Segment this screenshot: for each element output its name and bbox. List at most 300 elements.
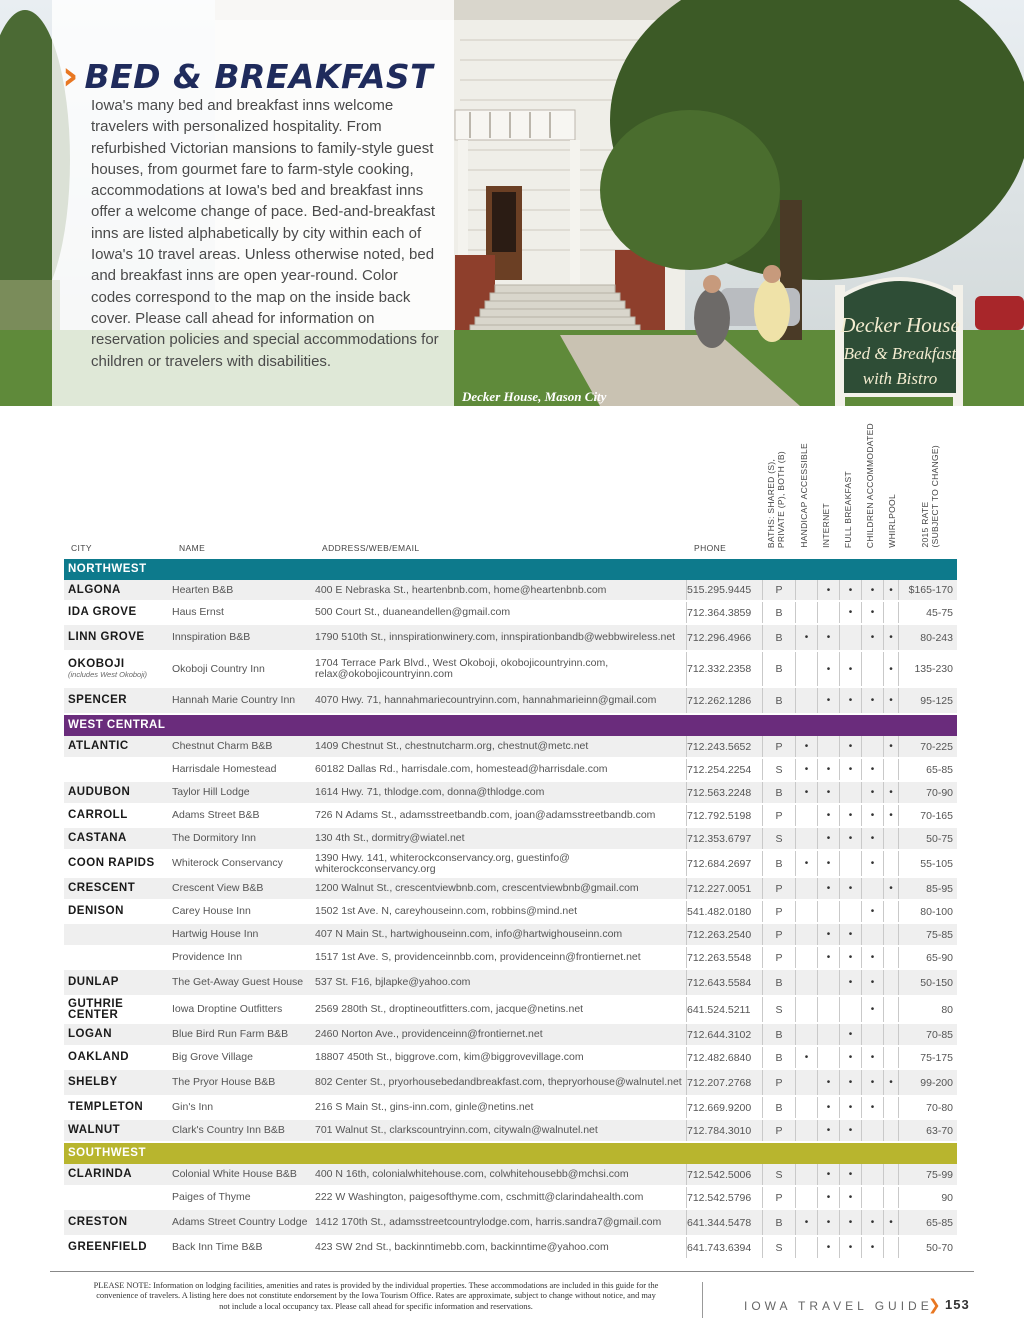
cell-whirlpool [883, 602, 898, 623]
cell-name [172, 901, 310, 922]
cell-children [861, 652, 883, 686]
cell-breakfast [839, 805, 861, 826]
cell-baths [762, 1070, 795, 1095]
cell-name-text: Okoboji Country Inn [172, 662, 265, 675]
bullet-icon: • [848, 977, 853, 988]
cell-handicap [795, 1070, 817, 1095]
cell-city [68, 997, 168, 1022]
cell-handicap [795, 736, 817, 757]
header-baths-line-1: BATHS: SHARED (S), [766, 458, 776, 548]
cell-handicap [795, 901, 817, 922]
cell-city [68, 901, 168, 922]
cell-name [172, 1210, 310, 1235]
cell-address-text: 400 E Nebraska St., heartenbnb.com, home@heartenbnb.com [315, 583, 607, 596]
cell-name [172, 851, 310, 876]
cell-city [68, 652, 168, 686]
bullet-icon: • [848, 952, 853, 963]
cell-rate-text: 65-90 [926, 951, 953, 964]
cell-children [861, 1024, 883, 1045]
cell-children [861, 688, 883, 713]
cell-rate-text: 65-85 [926, 763, 953, 776]
cell-baths [762, 1210, 795, 1235]
cell-rate [898, 625, 957, 650]
cell-handicap [795, 851, 817, 876]
bullet-icon: • [889, 787, 893, 798]
cell-breakfast [839, 1047, 861, 1068]
cell-breakfast [839, 1187, 861, 1208]
cell-phone [686, 782, 762, 803]
cell-phone [686, 1120, 762, 1141]
city-name: LINN GROVE [68, 631, 145, 643]
cell-children [861, 828, 883, 849]
page-number: 153 [945, 1297, 970, 1312]
cell-children [861, 901, 883, 922]
baths-code: P [775, 905, 783, 918]
cell-internet [817, 924, 839, 945]
cell-name-text: The Get-Away Guest House [172, 976, 304, 988]
cell-name [172, 736, 310, 757]
header-city: CITY [71, 543, 92, 553]
cell-address [315, 1120, 685, 1141]
cell-phone-text: 712.364.3859 [687, 606, 752, 619]
cell-phone [686, 947, 762, 968]
cell-name-text: The Dormitory Inn [172, 832, 257, 844]
cell-address-text: 701 Walnut St., clarkscountryinn.com, citywaln@walnutel.net [315, 1124, 598, 1136]
cell-phone [686, 1210, 762, 1235]
cell-city [68, 805, 168, 826]
cell-children [861, 997, 883, 1022]
cell-rate [898, 997, 957, 1022]
cell-rate [898, 828, 957, 849]
cell-name [172, 759, 310, 780]
cell-city [68, 736, 168, 757]
cell-rate [898, 1047, 957, 1068]
bullet-icon: • [870, 906, 875, 917]
bullet-icon: • [870, 632, 875, 643]
table-row [64, 1097, 957, 1120]
bullet-icon: • [826, 1077, 831, 1088]
cell-address [315, 625, 685, 650]
cell-name-text: Harrisdale Homestead [172, 763, 277, 775]
table-row [64, 924, 957, 947]
cell-baths [762, 1024, 795, 1045]
cell-whirlpool [883, 759, 898, 780]
cell-name [172, 1187, 310, 1208]
cell-rate-text: 80 [941, 1003, 953, 1016]
cell-handicap [795, 997, 817, 1022]
cell-rate-text: 80-100 [920, 905, 953, 918]
baths-code: S [775, 832, 783, 845]
header-rate-line-2: (SUBJECT TO CHANGE) [930, 445, 940, 548]
bullet-icon: • [889, 695, 893, 706]
cell-handicap [795, 1237, 817, 1258]
cell-internet [817, 1187, 839, 1208]
bullet-icon: • [870, 1102, 875, 1113]
bullet-icon: • [848, 1192, 853, 1203]
bullet-icon: • [848, 1052, 853, 1063]
cell-address-text: 1502 1st Ave. N, careyhouseinn.com, robbins@mind.net [315, 905, 578, 917]
cell-internet [817, 782, 839, 803]
cell-phone [686, 924, 762, 945]
cell-name [172, 997, 310, 1022]
bullet-icon: • [848, 663, 853, 675]
cell-phone-text: 712.482.6840 [687, 1051, 752, 1064]
cell-children [861, 1070, 883, 1095]
city-name: TEMPLETON [68, 1101, 144, 1113]
cell-internet [817, 997, 839, 1022]
cell-phone-text: 712.792.5198 [687, 809, 752, 822]
cell-whirlpool [883, 688, 898, 713]
cell-address-text: 4070 Hwy. 71, hannahmariecountryinn.com, hannahmarieinn@gmail.com [315, 694, 657, 706]
cell-rate-text: 80-243 [920, 631, 953, 644]
cell-name [172, 652, 310, 686]
cell-rate-text: 135-230 [914, 663, 953, 675]
cell-breakfast [839, 970, 861, 995]
cell-address [315, 805, 685, 826]
cell-phone [686, 1047, 762, 1068]
header-baths-line-2: PRIVATE (P), BOTH (B) [776, 450, 786, 548]
cell-address [315, 1097, 685, 1118]
cell-children [861, 1210, 883, 1235]
footer-divider [702, 1282, 703, 1318]
cell-rate [898, 805, 957, 826]
cell-city [68, 1097, 168, 1118]
bullet-icon: • [870, 1052, 875, 1063]
header-children: CHILDREN ACCOMMODATED [865, 422, 875, 548]
cell-baths [762, 1237, 795, 1258]
city-name: ATLANTIC [68, 740, 129, 752]
header-handicap: HANDICAP ACCESSIBLE [799, 443, 809, 548]
region-header-west-central: WEST CENTRAL [64, 715, 957, 736]
cell-name-text: Clark's Country Inn B&B [172, 1124, 285, 1136]
cell-address [315, 947, 685, 968]
cell-whirlpool [883, 828, 898, 849]
cell-baths [762, 805, 795, 826]
cell-rate-text: 50-75 [926, 832, 953, 845]
bullet-icon: • [870, 607, 875, 618]
cell-internet [817, 1097, 839, 1118]
city-name: GREENFIELD [68, 1241, 148, 1253]
cell-children [861, 580, 883, 600]
cell-whirlpool [883, 652, 898, 686]
cell-rate [898, 878, 957, 899]
cell-phone-text: 712.644.3102 [687, 1028, 752, 1041]
cell-address [315, 1047, 685, 1068]
bullet-icon: • [848, 764, 853, 775]
baths-code: S [775, 1168, 783, 1181]
cell-name-text: Blue Bird Run Farm B&B [172, 1028, 289, 1040]
cell-handicap [795, 1120, 817, 1141]
table-row [64, 1047, 957, 1070]
cell-address [315, 580, 685, 600]
cell-whirlpool [883, 1024, 898, 1045]
bullet-icon: • [848, 833, 853, 844]
cell-children [861, 1120, 883, 1141]
cell-phone [686, 1187, 762, 1208]
cell-address-text: 216 S Main St., gins-inn.com, ginle@netins.net [315, 1101, 534, 1113]
cell-phone [686, 1097, 762, 1118]
sign-line-1: Decker House [840, 313, 960, 337]
cell-rate-text: 50-70 [926, 1241, 953, 1254]
cell-breakfast [839, 1164, 861, 1185]
cell-internet [817, 625, 839, 650]
cell-children [861, 805, 883, 826]
cell-internet [817, 1024, 839, 1045]
cell-phone-text: 712.332.2358 [687, 663, 752, 675]
cell-whirlpool [883, 1210, 898, 1235]
header-address: ADDRESS/WEB/EMAIL [322, 543, 420, 553]
city-name: ALGONA [68, 583, 121, 596]
cell-name-text: Haus Ernst [172, 606, 224, 618]
bullet-icon: • [826, 1242, 831, 1253]
cell-address-text: 1614 Hwy. 71, thlodge.com, donna@thlodge.com [315, 786, 545, 798]
cell-name-text: Crescent View B&B [172, 882, 264, 894]
cell-rate [898, 1210, 957, 1235]
table-row [64, 901, 957, 924]
cell-children [861, 970, 883, 995]
baths-code: B [775, 1101, 783, 1114]
bullet-icon: • [826, 833, 831, 844]
cell-rate [898, 970, 957, 995]
cell-internet [817, 878, 839, 899]
bullet-icon: • [826, 584, 831, 596]
table-row [64, 736, 957, 759]
sign-line-3: with Bistro [862, 369, 938, 388]
cell-breakfast [839, 947, 861, 968]
baths-code: P [775, 882, 783, 895]
table-row [64, 970, 957, 997]
cell-name-text: Taylor Hill Lodge [172, 786, 250, 798]
cell-handicap [795, 970, 817, 995]
cell-rate-text: 45-75 [926, 606, 953, 619]
city-name: DUNLAP [68, 976, 119, 988]
cell-breakfast [839, 901, 861, 922]
cell-phone [686, 878, 762, 899]
cell-address-text: 1409 Chestnut St., chestnutcharm.org, chestnut@metc.net [315, 740, 589, 752]
city-name: CARROLL [68, 809, 128, 821]
bullet-icon: • [804, 1052, 809, 1063]
cell-handicap [795, 1047, 817, 1068]
cell-phone [686, 805, 762, 826]
cell-internet [817, 1237, 839, 1258]
cell-address-text: 1412 170th St., adamsstreetcountrylodge.com, harris.sandra7@gmail.com [315, 1216, 662, 1228]
cell-internet [817, 1047, 839, 1068]
cell-handicap [795, 1164, 817, 1185]
cell-name-text: Big Grove Village [172, 1051, 253, 1063]
cell-phone [686, 828, 762, 849]
cell-rate [898, 652, 957, 686]
city-name: GUTHRIE CENTER [68, 997, 124, 1021]
cell-rate [898, 1237, 957, 1258]
cell-address [315, 688, 685, 713]
cell-phone-text: 712.542.5006 [687, 1168, 752, 1181]
baths-code: B [775, 694, 783, 707]
cell-address [315, 828, 685, 849]
cell-internet [817, 580, 839, 600]
bullet-icon: • [848, 607, 853, 618]
cell-whirlpool [883, 782, 898, 803]
bullet-icon: • [889, 810, 893, 821]
cell-rate-text: 70-85 [926, 1028, 953, 1041]
bullet-icon: • [848, 1242, 853, 1253]
baths-code: P [775, 951, 783, 964]
cell-city [68, 878, 168, 899]
bullet-icon: • [870, 1242, 875, 1253]
cell-baths [762, 924, 795, 945]
cell-internet [817, 901, 839, 922]
cell-name [172, 1024, 310, 1045]
table-row [64, 997, 957, 1024]
header-name: NAME [179, 543, 206, 553]
cell-address-text: 2569 280th St., droptineoutfitters.com, jacque@netins.net [315, 1003, 584, 1015]
cell-rate-text: $165-170 [908, 584, 953, 596]
cell-whirlpool [883, 625, 898, 650]
cell-name [172, 1237, 310, 1258]
city-name: OKOBOJI [68, 657, 125, 670]
cell-name-text: Adams Street Country Lodge [172, 1216, 308, 1228]
cell-whirlpool [883, 924, 898, 945]
bullet-icon: • [826, 1102, 831, 1113]
cell-name [172, 878, 310, 899]
cell-baths [762, 580, 795, 600]
sign-line-2: Bed & Breakfast [843, 344, 957, 363]
cell-address-text: 400 N 16th, colonialwhitehouse.com, colwhitehousebb@mchsi.com [315, 1168, 629, 1180]
cell-phone [686, 1237, 762, 1258]
city-name: OAKLAND [68, 1051, 129, 1063]
cell-address [315, 602, 685, 623]
cell-breakfast [839, 1210, 861, 1235]
bullet-icon: • [804, 787, 809, 798]
city-name: LOGAN [68, 1028, 113, 1040]
region-header-southwest: SOUTHWEST [64, 1143, 957, 1164]
bullet-icon: • [804, 858, 809, 869]
cell-rate-text: 55-105 [920, 857, 953, 870]
cell-handicap [795, 1097, 817, 1118]
cell-internet [817, 1120, 839, 1141]
baths-code: B [775, 631, 783, 644]
table-row [64, 1164, 957, 1187]
cell-address [315, 652, 685, 686]
header-breakfast: FULL BREAKFAST [843, 470, 853, 548]
bullet-icon: • [848, 1125, 853, 1136]
cell-internet [817, 688, 839, 713]
baths-code: B [775, 1216, 783, 1229]
bullet-icon: • [848, 1102, 853, 1113]
cell-name-text: Colonial White House B&B [172, 1168, 297, 1180]
cell-handicap [795, 1210, 817, 1235]
cell-address [315, 1024, 685, 1045]
cell-name-text: Chestnut Charm B&B [172, 740, 273, 752]
cell-handicap [795, 580, 817, 600]
bullet-icon: • [826, 810, 831, 821]
cell-phone-text: 712.263.5548 [687, 951, 752, 964]
city-name: COON RAPIDS [68, 857, 155, 869]
bullet-icon: • [826, 1192, 831, 1203]
baths-code: S [775, 1003, 783, 1016]
header-internet: INTERNET [821, 503, 831, 548]
bullet-icon: • [804, 741, 809, 752]
cell-whirlpool [883, 1237, 898, 1258]
cell-internet [817, 1070, 839, 1095]
cell-address [315, 1237, 685, 1258]
cell-whirlpool [883, 805, 898, 826]
bullet-icon: • [826, 663, 831, 675]
cell-rate [898, 851, 957, 876]
cell-rate-text: 70-90 [926, 786, 953, 799]
cell-rate [898, 759, 957, 780]
cell-phone [686, 1024, 762, 1045]
cell-name [172, 805, 310, 826]
cell-baths [762, 1120, 795, 1141]
cell-address-text: 802 Center St., pryorhousebedandbreakfast.com, thepryorhouse@walnutel.net [315, 1076, 682, 1088]
bullet-icon: • [870, 833, 875, 844]
cell-baths [762, 1097, 795, 1118]
bullet-icon: • [826, 1217, 831, 1228]
table-row [64, 805, 957, 828]
intro-paragraph: Iowa's many bed and breakfast inns welcome travelers with personalized hospitality. From refurbished Victorian mansions to family-style guest houses, from gourmet fare to farm-style cooking, accommodations at Iowa's bed and breakfast inns offer a welcome change of pace. Bed-and-breakfast inns are listed alphabetically by city within each of Iowa's 10 travel areas. Unless otherwise noted, bed and breakfast inns are open year-round. Color codes correspond to the map on the inside back cover. Please call ahead for information on reservation policies and special accommodations for children or travelers with disabilities. [91, 97, 439, 370]
cell-phone-text: 712.296.4966 [687, 631, 752, 644]
baths-code: P [775, 809, 783, 822]
cell-phone-text: 712.684.2697 [687, 857, 752, 870]
cell-phone [686, 580, 762, 600]
bullet-icon: • [804, 632, 809, 643]
cell-address-text: 423 SW 2nd St., backinntimebb.com, backinntime@yahoo.com [315, 1241, 609, 1253]
city-name: CRESTON [68, 1216, 128, 1228]
header-phone: PHONE [694, 543, 727, 553]
cell-rate [898, 1120, 957, 1141]
cell-handicap [795, 602, 817, 623]
bullet-icon: • [870, 977, 875, 988]
bullet-icon: • [870, 695, 875, 706]
cell-children [861, 602, 883, 623]
cell-name [172, 688, 310, 713]
cell-handicap [795, 625, 817, 650]
cell-breakfast [839, 1120, 861, 1141]
listing-table [64, 559, 957, 1260]
table-row [64, 759, 957, 782]
baths-code: P [775, 928, 783, 941]
city-name: IDA GROVE [68, 606, 137, 618]
table-row [64, 851, 957, 878]
cell-phone-text: 712.784.3010 [687, 1124, 752, 1137]
cell-rate [898, 688, 957, 713]
cell-baths [762, 688, 795, 713]
bullet-icon: • [870, 764, 875, 775]
city-name: SHELBY [68, 1076, 118, 1088]
cell-name [172, 625, 310, 650]
baths-code: B [775, 786, 783, 799]
cell-baths [762, 851, 795, 876]
cell-whirlpool [883, 1187, 898, 1208]
bullet-icon: • [848, 929, 853, 940]
cell-name-text: Hearten B&B [172, 583, 234, 596]
cell-rate [898, 580, 957, 600]
table-row [64, 947, 957, 970]
city-name: CASTANA [68, 832, 127, 844]
cell-internet [817, 1210, 839, 1235]
cell-rate [898, 901, 957, 922]
header-rate-line-1: 2015 RATE [920, 501, 930, 548]
cell-baths [762, 625, 795, 650]
cell-city [68, 1237, 168, 1258]
bullet-icon: • [826, 1169, 831, 1180]
bullet-icon: • [848, 741, 853, 752]
cell-name-text: Back Inn Time B&B [172, 1241, 263, 1253]
city-name: CLARINDA [68, 1168, 133, 1180]
cell-name [172, 1120, 310, 1141]
cell-handicap [795, 878, 817, 899]
photo-caption: Decker House, Mason City [462, 389, 607, 404]
